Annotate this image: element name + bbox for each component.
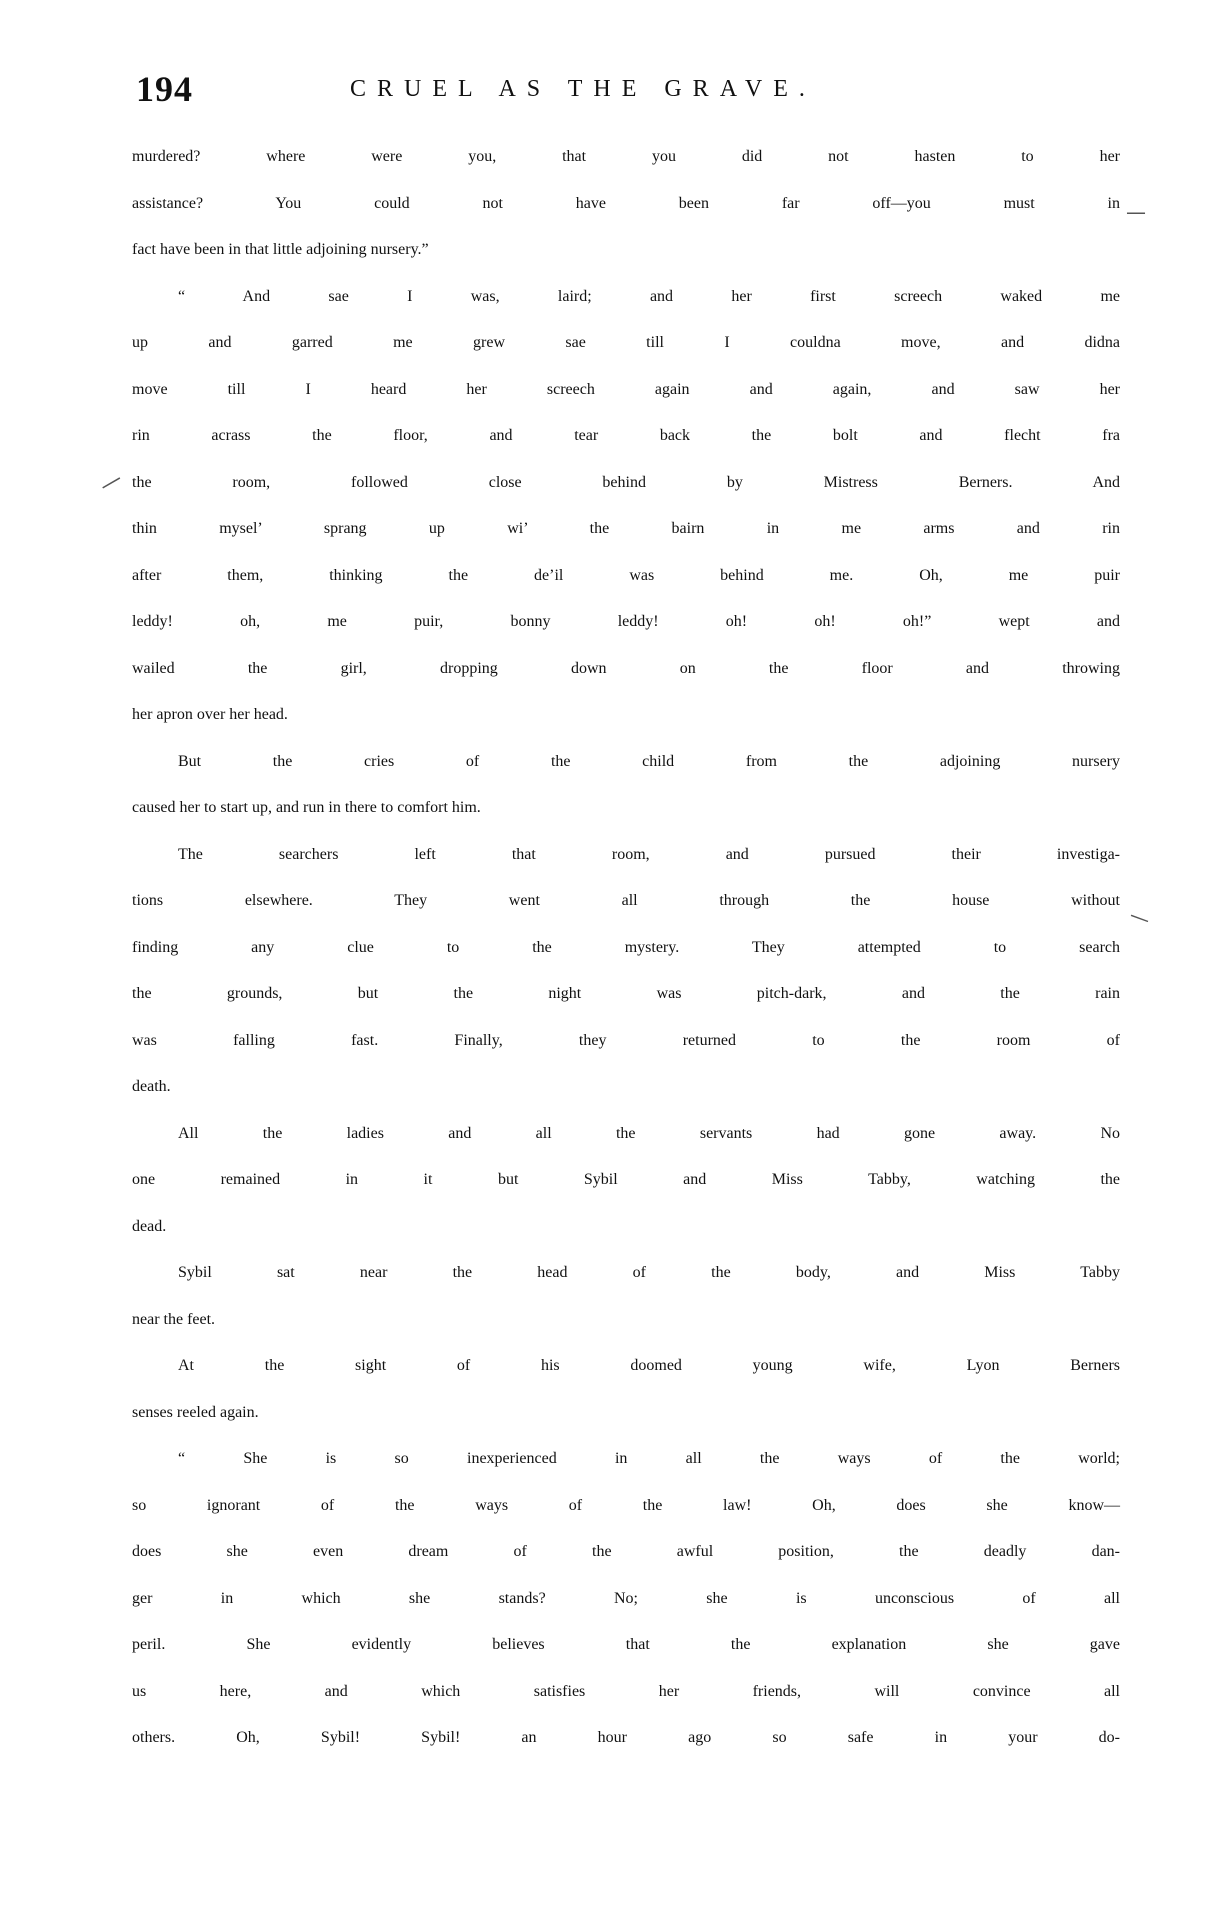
text-line: But the cries of the child from the adjoining nursery [178,752,1120,770]
text-line: fact have been in that little adjoining nursery.” [132,241,429,258]
margin-tick-mark: — [1126,902,1154,932]
text-line: wailed the girl, dropping down on the floor and throwing [132,659,1120,677]
text-line: move till I heard her screech again and again, and saw her [132,380,1120,398]
text-line: At the sight of his doomed young wife, Lyon Berners [178,1357,1120,1374]
text-line: “ And sae I was, laird; and her first screech waked me [178,287,1120,305]
running-head [136,68,1116,118]
text-line: after them, thinking the de’il was behind me. Oh, me puir [132,566,1120,584]
text-line: others. Oh, Sybil! Sybil! an hour ago so safe in your do- [132,1729,1120,1746]
text-line: thin mysel’ sprang up wi’ the bairn in me arms and rin [132,520,1120,537]
text-line: does she even dream of the awful position, the deadly dan- [132,1543,1120,1560]
text-line: caused her to start up, and run in there to comfort him. [132,799,481,816]
text-line: leddy! oh, me puir, bonny leddy! oh! oh! oh!” wept and [132,613,1120,630]
text-line: assistance? You could not have been far off—you must in [132,194,1120,212]
text-line: All the ladies and all the servants had gone away. No [178,1124,1120,1142]
text-line: up and garred me grew sae till I couldna move, and didna [132,334,1120,351]
text-line: senses reeled again. [132,1403,259,1421]
text-line: The searchers left that room, and pursued their investiga- [178,845,1120,863]
text-line: dead. [132,1217,167,1235]
body-text [132,148,1120,1776]
text-line: tions elsewhere. They went all through the house without [132,892,1120,909]
text-line: was falling fast. Finally, they returned to the room of [132,1031,1120,1049]
text-line: her apron over her head. [132,706,288,723]
text-line: one remained in it but Sybil and Miss Tabby, watching the [132,1171,1120,1188]
text-line: us here, and which satisfies her friends, will convince all [132,1682,1120,1700]
text-line: finding any clue to the mystery. They attempted to search [132,938,1120,956]
page-number: 194 [136,69,193,109]
margin-tick-mark: — [95,466,127,499]
text-line: death. [132,1078,171,1095]
text-line: near the feet. [132,1310,216,1328]
text-line: the grounds, but the night was pitch-dark, and the rain [132,985,1120,1002]
running-title: CRUEL AS THE GRAVE. [350,76,816,102]
text-line: “ She is so inexperienced in all the ways of the world; [178,1450,1120,1467]
text-line: murdered? where were you, that you did not hasten to her [132,148,1120,165]
text-line: rin acrass the floor, and tear back the bolt and flecht fra [132,427,1120,444]
text-line: the room, followed close behind by Mistress Berners. And [132,473,1120,491]
margin-tick-mark: — [1126,200,1146,224]
text-line: peril. She evidently believes that the explanation she gave [132,1636,1120,1653]
text-line: ger in which she stands? No; she is unconscious of all [132,1589,1120,1607]
text-line: Sybil sat near the head of the body, and Miss Tabby [178,1264,1120,1281]
text-line: so ignorant of the ways of the law! Oh, does she know— [132,1496,1120,1514]
